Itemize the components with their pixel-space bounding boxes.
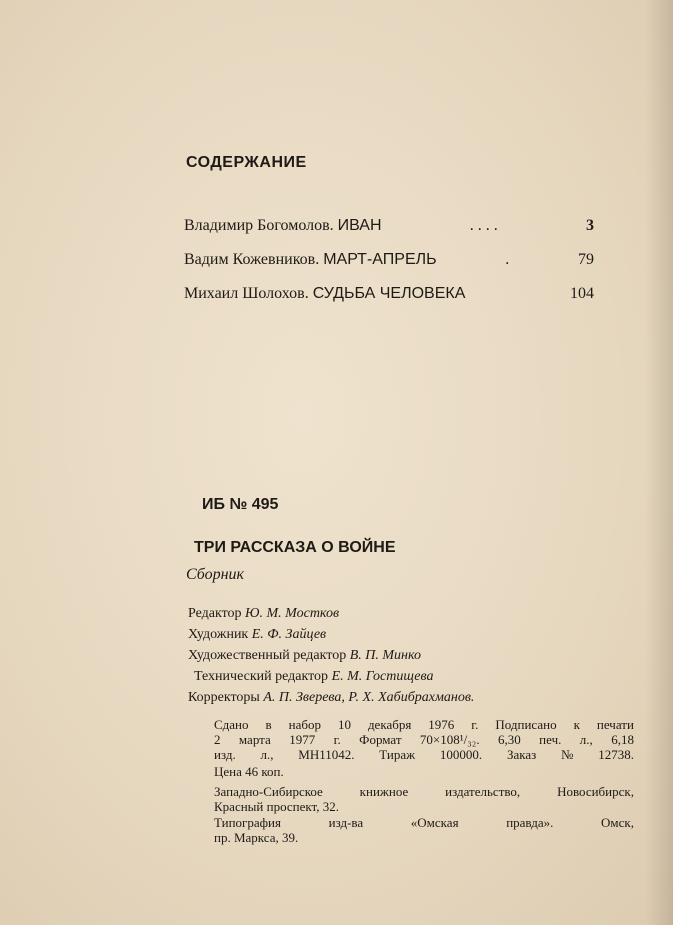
credit-tech-editor <box>194 669 433 685</box>
word: 10 <box>337 717 351 732</box>
word: «Омская <box>410 815 459 830</box>
word: печати <box>596 717 634 732</box>
toc-item <box>184 285 594 303</box>
word: изд-ва <box>328 815 364 830</box>
word: Красный проспект, 32. <box>214 799 339 814</box>
word: книжное <box>359 784 409 799</box>
word: 6,18 <box>611 732 634 747</box>
toc-item <box>184 217 594 235</box>
word: Тираж <box>379 747 416 762</box>
toc-page: 104 <box>570 285 594 302</box>
word: 12738. <box>598 747 634 762</box>
word: пр. Маркса, 39. <box>214 830 299 845</box>
credit-role: Художественный редактор <box>188 648 347 663</box>
publisher-line <box>214 784 634 799</box>
toc-item-entry <box>184 251 437 269</box>
toc-dots: . . . . <box>469 217 498 234</box>
credit-art-editor <box>188 648 421 664</box>
word: Омск, <box>601 815 634 830</box>
word: г. <box>471 717 479 732</box>
word: МН11042. <box>298 747 355 762</box>
credit-role: Редактор <box>188 606 242 621</box>
page-edge-shadow <box>645 0 673 925</box>
word: 100000. <box>439 747 483 762</box>
print-details <box>214 717 634 762</box>
credit-name: В. П. Минко <box>349 648 421 663</box>
word: издательство, <box>445 784 521 799</box>
word: л., <box>579 732 593 747</box>
toc-title: ИВАН <box>337 217 382 234</box>
publisher-details <box>214 784 634 814</box>
credit-editor <box>188 606 339 622</box>
word: правда». <box>506 815 554 830</box>
credit-proofreaders <box>188 690 474 706</box>
word: 1977 <box>289 732 316 747</box>
toc-item <box>184 251 594 269</box>
credit-name: Е. М. Гостищева <box>331 669 434 684</box>
toc-author: Вадим Кожевников. <box>184 251 320 268</box>
word: Сдано <box>214 717 249 732</box>
print-line <box>214 732 634 747</box>
credit-artist <box>188 627 326 643</box>
credit-name: А. П. Зверева, Р. Х. Хабибрахманов. <box>263 690 475 705</box>
word: печ. <box>539 732 562 747</box>
word: 2 <box>214 732 221 747</box>
word: Заказ <box>506 747 537 762</box>
toc-page: 3 <box>586 217 594 234</box>
word: л., <box>260 747 274 762</box>
toc-dots: . <box>505 251 510 268</box>
toc-author: Владимир Богомолов. <box>184 217 334 234</box>
ib-number: ИБ № 495 <box>202 496 279 513</box>
word: в <box>265 717 272 732</box>
word: 6,30 <box>498 732 521 747</box>
book-subtitle: Сборник <box>186 566 245 583</box>
toc-author: Михаил Шолохов. <box>184 285 309 302</box>
word: № <box>561 747 574 762</box>
printer-address <box>214 830 634 845</box>
book-title: ТРИ РАССКАЗА О ВОЙНЕ <box>194 539 396 556</box>
toc-title: СУДЬБА ЧЕЛОВЕКА <box>312 285 466 302</box>
print-line <box>214 747 634 762</box>
word: г. <box>333 732 341 747</box>
word: к <box>573 717 580 732</box>
word: Новосибирск, <box>557 784 634 799</box>
word: декабря <box>367 717 412 732</box>
contents-heading: СОДЕРЖАНИЕ <box>186 154 307 171</box>
toc-item-entry <box>184 217 382 235</box>
toc-title: МАРТ-АПРЕЛЬ <box>323 251 437 268</box>
word: Подписано <box>495 717 557 732</box>
credit-name: Е. Ф. Зайцев <box>251 627 327 642</box>
print-line <box>214 717 634 732</box>
credit-role: Корректоры <box>188 690 260 705</box>
toc-page: 79 <box>577 251 594 268</box>
word: марта <box>238 732 271 747</box>
toc-item-entry <box>184 285 465 303</box>
word: 70×108¹/₃₂. <box>419 732 480 747</box>
credit-name: Ю. М. Мостков <box>245 606 340 621</box>
word: Типография <box>214 815 281 830</box>
word: 1976 <box>428 717 455 732</box>
word: Формат <box>359 732 402 747</box>
price: Цена 46 коп. <box>214 764 284 779</box>
word: изд. <box>214 747 236 762</box>
printer-line <box>214 815 634 830</box>
publisher-address <box>214 799 634 814</box>
credit-role: Технический редактор <box>194 669 329 684</box>
credit-role: Художник <box>188 627 249 642</box>
printer-details <box>214 815 634 845</box>
word: Западно-Сибирское <box>214 784 323 799</box>
word: набор <box>288 717 321 732</box>
